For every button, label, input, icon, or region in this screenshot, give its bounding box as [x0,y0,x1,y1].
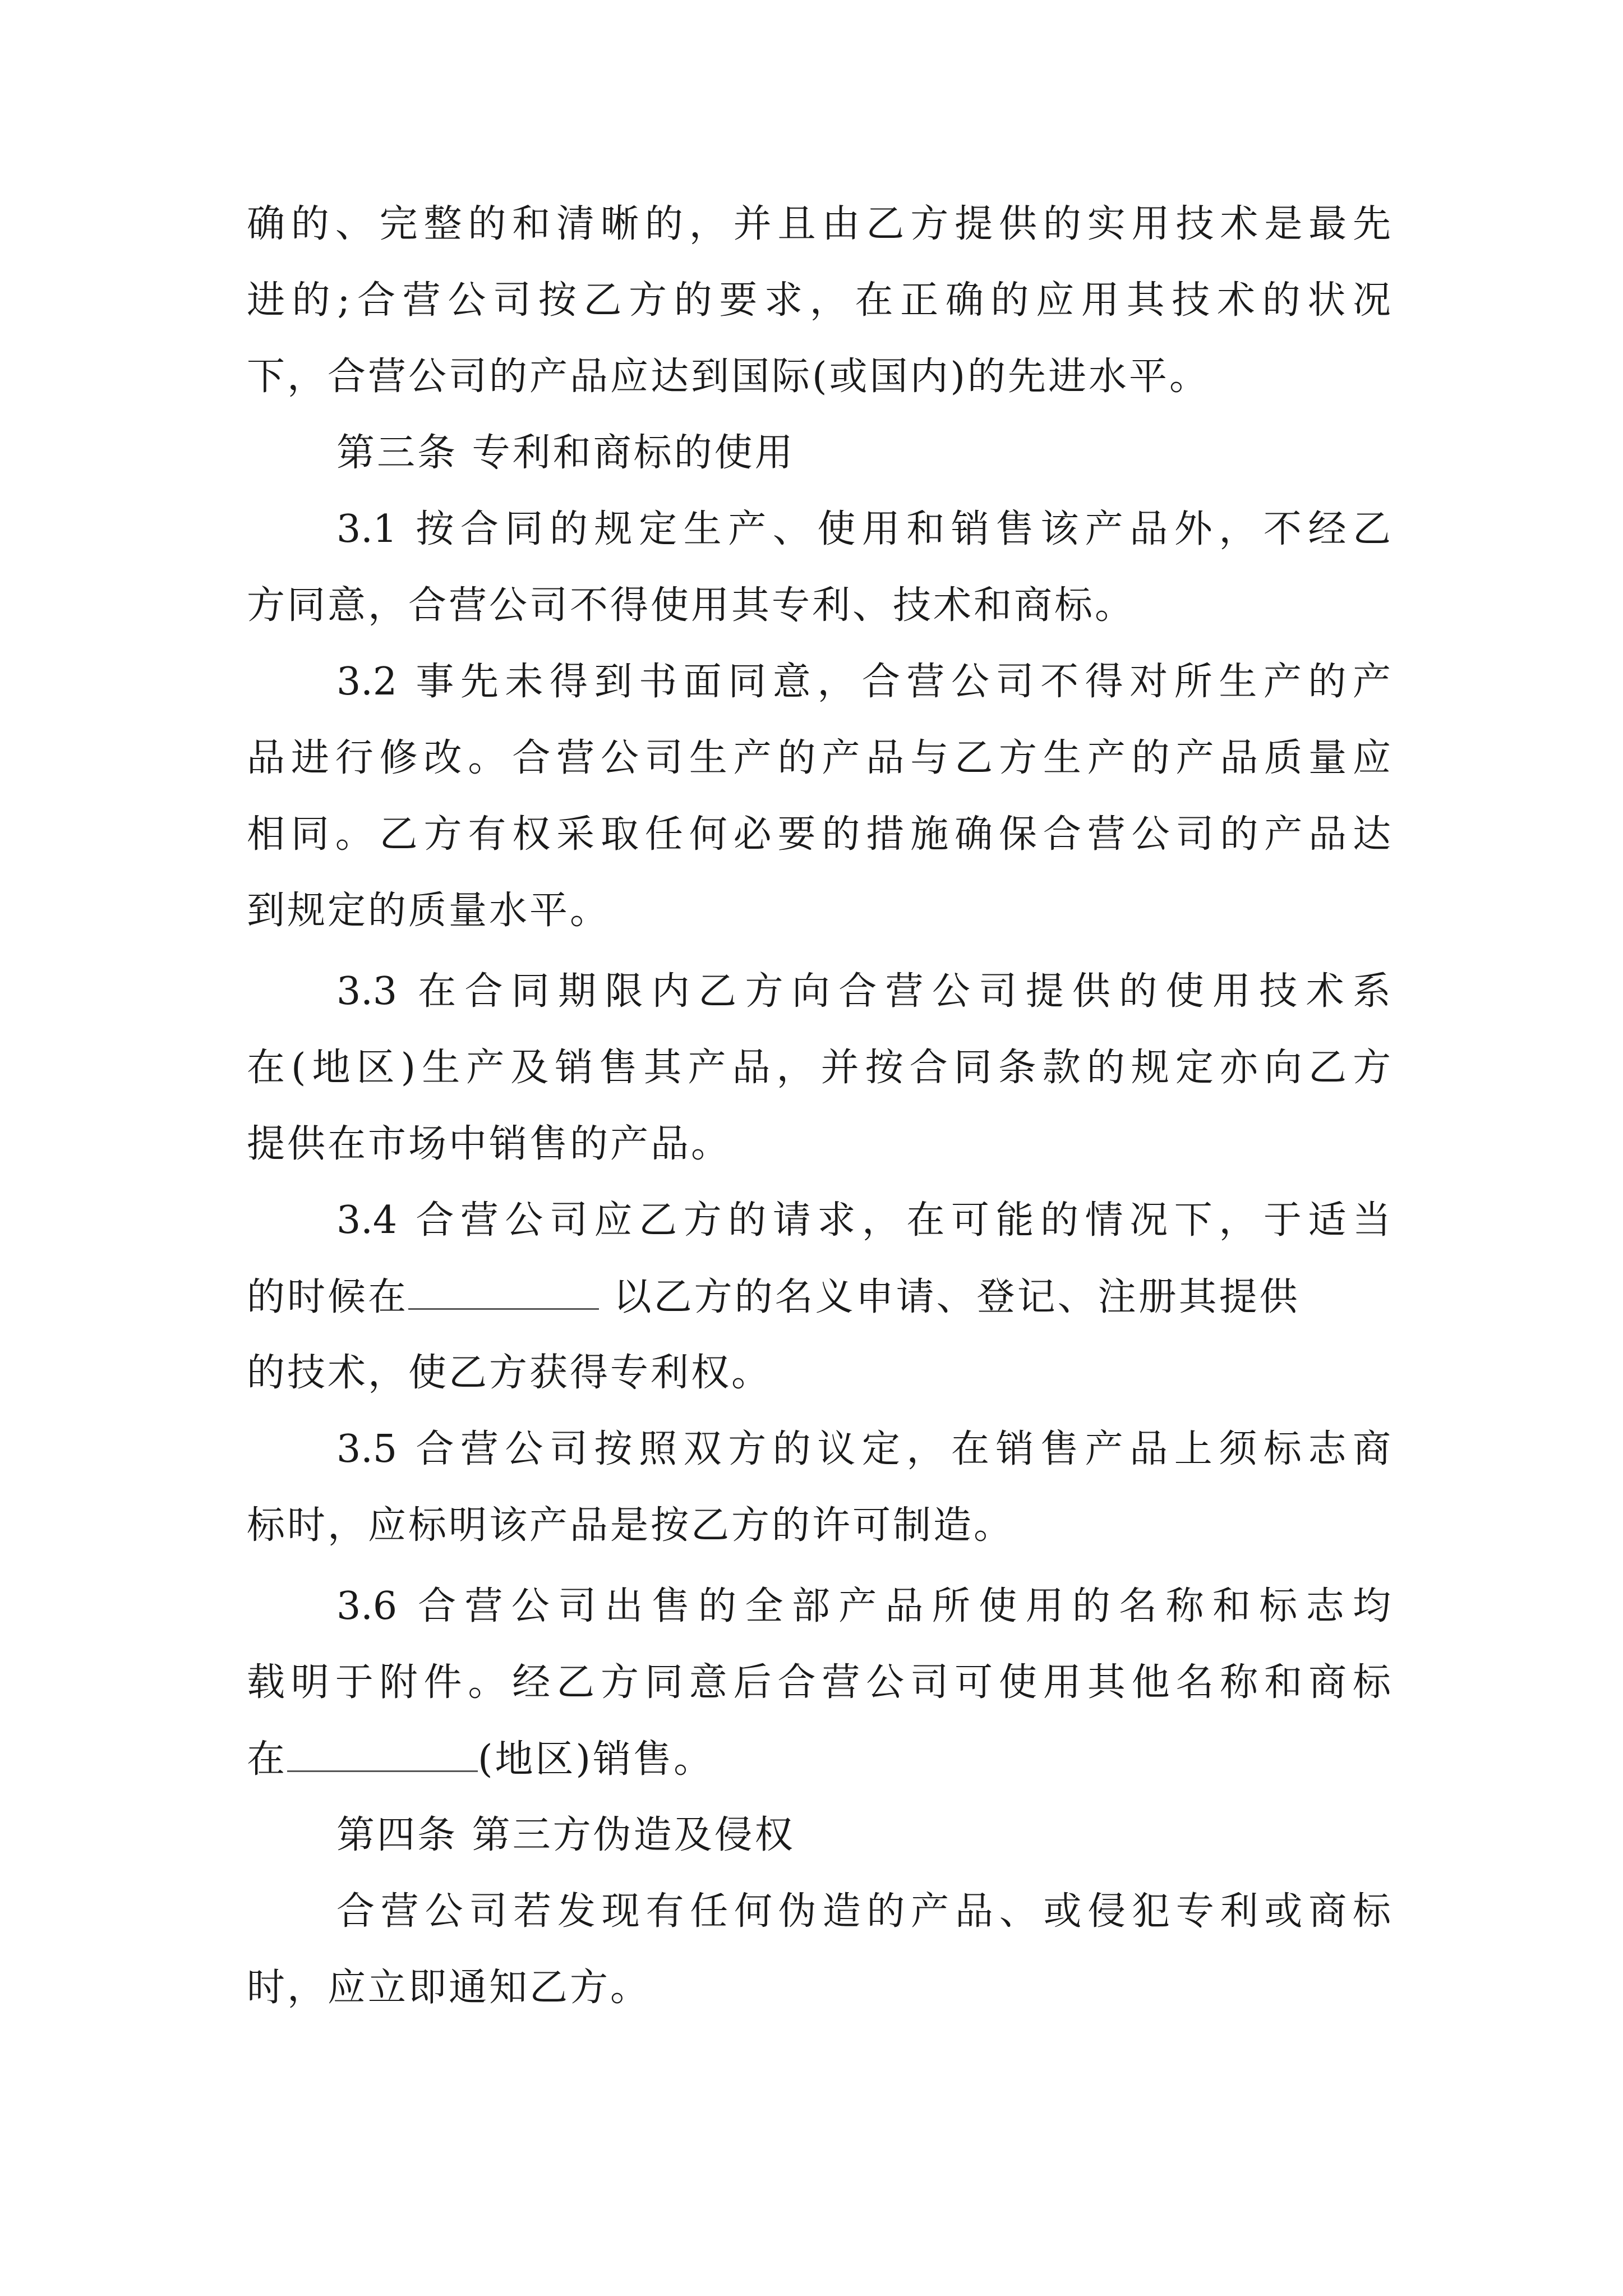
clause-3-3: 3.3 在合同期限内乙方向合营公司提供的使用技术系 [336,969,1391,1014]
fill-in-blank [408,1274,599,1310]
paragraph-line: 方同意，合营公司不得使用其专利、技术和商标。 [247,583,1136,628]
paragraph-line: 下，合营公司的产品应达到国际(或国内)的先进水平。 [247,355,1210,399]
clause-3-6: 3.6 合营公司出售的全部产品所使用的名称和标志均 [336,1584,1391,1628]
paragraph-line: 在(地区)生产及销售其产品，并按合同条款的规定亦向乙方 [247,1046,1391,1090]
paragraph-line: 时，应立即通知乙方。 [247,1966,651,2010]
paragraph-line: 标时，应标明该产品是按乙方的许可制造。 [247,1503,1015,1548]
fill-in-blank [287,1737,478,1772]
section-heading-article-3: 第三条 专利和商标的使用 [336,431,795,475]
article-4-text: 合营公司若发现有任何伪造的产品、或侵犯专利或商标 [336,1889,1391,1934]
section-heading-article-4: 第四条 第三方伪造及侵权 [336,1813,795,1857]
line-text: 的时候在 [247,1275,409,1319]
paragraph-line: 的技术，使乙方获得专利权。 [247,1351,772,1395]
paragraph-line-with-blank [247,1737,714,1782]
paragraph-line: 到规定的质量水平。 [247,889,611,933]
paragraph-line: 载明于附件。经乙方同意后合营公司可使用其他名称和商标 [247,1660,1391,1705]
clause-3-4: 3.4 合营公司应乙方的请求，在可能的情况下，于适当 [336,1198,1391,1243]
line-text: 以乙方的名义申请、登记、注册其提供 [613,1275,1300,1319]
paragraph-line: 提供在市场中销售的产品。 [247,1122,732,1166]
line-text: (地区)销售。 [478,1737,714,1782]
paragraph-line-with-blank [247,1274,1391,1319]
line-text: 在 [247,1737,288,1782]
paragraph-line: 品进行修改。合营公司生产的产品与乙方生产的产品质量应 [247,736,1391,780]
paragraph-line: 确的、完整的和清晰的，并且由乙方提供的实用技术是最先 [247,202,1391,246]
paragraph-line: 进的;合营公司按乙方的要求，在正确的应用其技术的状况 [247,278,1391,323]
paragraph-line: 相同。乙方有权采取任何必要的措施确保合营公司的产品达 [247,812,1391,857]
clause-3-5: 3.5 合营公司按照双方的议定，在销售产品上须标志商 [336,1427,1391,1471]
clause-3-1: 3.1 按合同的规定生产、使用和销售该产品外，不经乙 [336,507,1391,551]
clause-3-2: 3.2 事先未得到书面同意，合营公司不得对所生产的产 [336,660,1391,704]
